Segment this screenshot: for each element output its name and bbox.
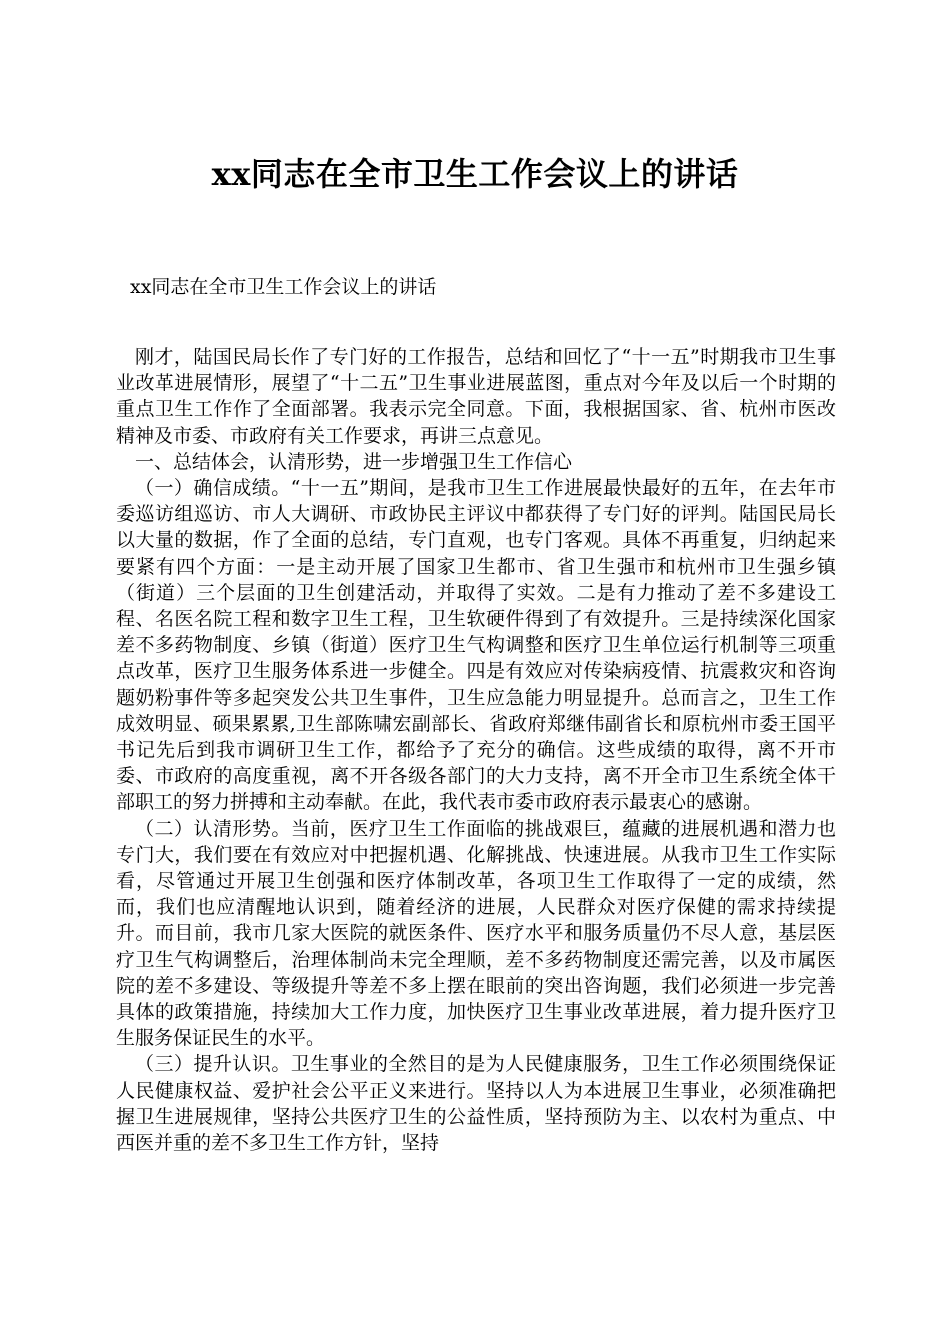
- document-title: xx同志在全市卫生工作会议上的讲话: [211, 155, 739, 193]
- paragraph-achievements: （一）确信成绩。“十一五”期间，是我市卫生工作进展最快最好的五年，在去年市委巡访组巡访、市人大调研、市政协民主评议中都获得了专门好的评判。陆国民局长以大量的数据，作了全面的总结，专门直观，也专门客观。具体不再重复，归纳起来要紧有四个方面：一是主动开展了国家卫生都市、省卫生强市和杭州市卫生强乡镇（街道）三个层面的卫生创建活动，并取得了实效。二是有力推动了差不多建设工程、名医名院工程和数字卫生工程，卫生软硬件得到了有效提升。三是持续深化国家差不多药物制度、乡镇（街道）医疗卫生气构调整和医疗卫生单位运行机制等三项重点改革，医疗卫生服务体系进一步健全。四是有效应对传染病疫情、抗震救灾和咨询题奶粉事件等多起突发公共卫生事件，卫生应急能力明显提升。总而言之，卫生工作成效明显、硕果累累,卫生部陈啸宏副部长、省政府郑继伟副省长和原杭州市委王国平书记先后到我市调研卫生工作，都给予了充分的确信。这些成绩的取得，离不开市委、市政府的高度重视，离不开各级各部门的大力支持，离不开全市卫生系统全体干部职工的努力拼搏和主动奉献。在此，我代表市委市政府表示最衷心的感谢。: [116, 477, 836, 814]
- paragraph-awareness: （三）提升认识。卫生事业的全然目的是为人民健康服务，卫生工作必须围绕保证人民健康权益、爱护社会公平正义来进行。坚持以人为本进展卫生事业，必须准确把握卫生进展规律，坚持公共医疗卫生的公益性质，坚持预防为主、以农村为重点、中西医并重的差不多卫生工作方针，坚持: [116, 1053, 836, 1155]
- document-body: [116, 344, 836, 1156]
- document-subtitle: xx同志在全市卫生工作会议上的讲话: [130, 276, 437, 298]
- section-heading-1: 一、总结体会，认清形势，进一步增强卫生工作信心: [135, 450, 573, 473]
- paragraph-intro: 刚才，陆国民局长作了专门好的工作报告，总结和回忆了“十一五”时期我市卫生事业改革进展情形，展望了“十二五”卫生事业进展蓝图，重点对今年及以后一个时期的重点卫生工作作了全面部署。我表示完全同意。下面，我根据国家、省、杭州市医改精神及市委、市政府有关工作要求，再讲三点意见。: [116, 346, 836, 447]
- paragraph-situation: （二）认清形势。当前，医疗卫生工作面临的挑战艰巨，蕴藏的进展机遇和潜力也专门大，我们要在有效应对中把握机遇、化解挑战、快速进展。从我市卫生工作实际看，尽管通过开展卫生创强和医疗体制改革，各项卫生工作取得了一定的成绩，然而，我们也应清醒地认识到，随着经济的进展，人民群众对医疗保健的需求持续提升。而目前，我市几家大医院的就医条件、医疗水平和服务质量仍不尽人意，基层医疗卫生气构调整后，治理体制尚未完全理顺，差不多药物制度还需完善，以及市属医院的差不多建设、等级提升等差不多上摆在眼前的突出咨询题，我们必须进一步完善具体的政策措施，持续加大工作力度，加快医疗卫生事业改革进展，着力提升医疗卫生服务保证民生的水平。: [116, 817, 836, 1050]
